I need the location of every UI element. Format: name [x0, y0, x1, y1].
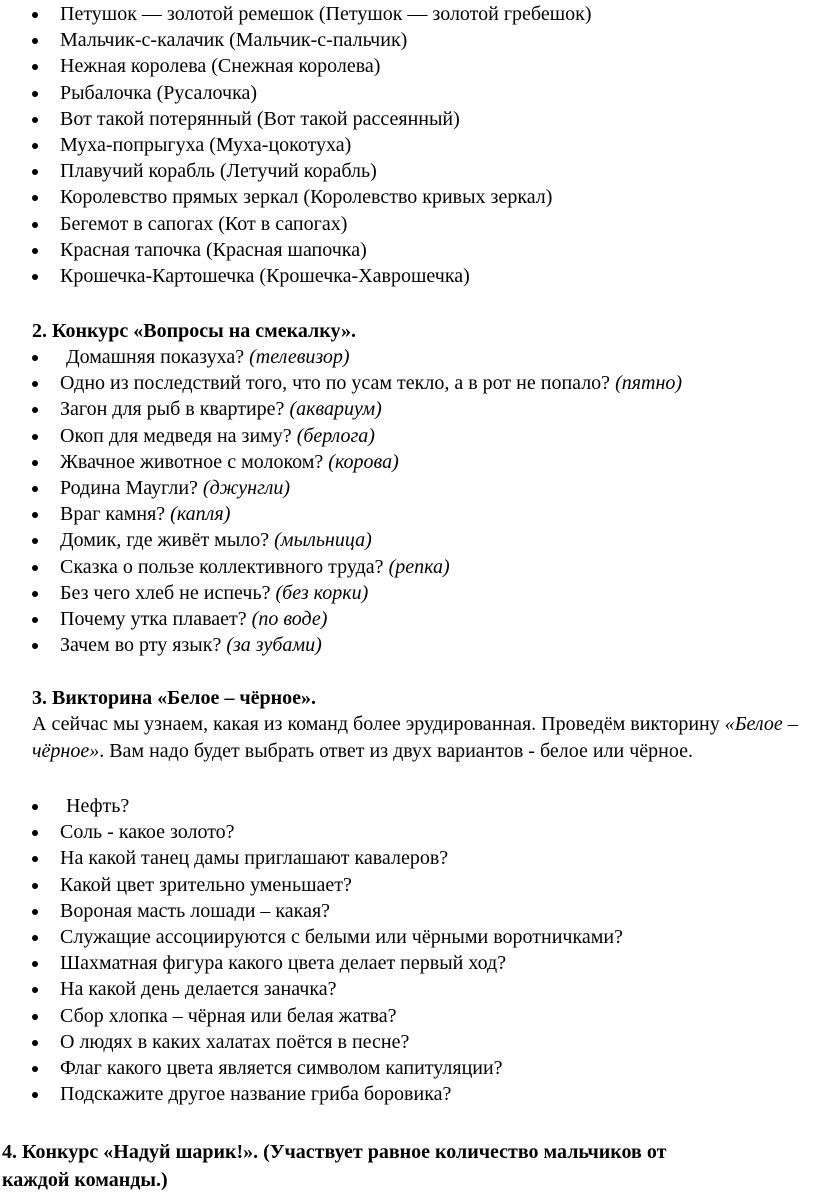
- bullet-icon: [32, 143, 38, 149]
- list-item-text: [60, 580, 368, 606]
- bullet-icon: [32, 12, 38, 18]
- riddle-question: Домашняя показуха?: [66, 346, 250, 368]
- list-item-text: На какой танец дамы приглашают кавалеров?: [60, 847, 449, 870]
- riddle-answer: (телевизор): [249, 346, 350, 368]
- riddle-answer: (мыльница): [274, 529, 372, 552]
- riddle-question: Враг камня?: [60, 503, 171, 526]
- riddle-answer: (без корки): [275, 581, 369, 604]
- bullet-icon: [32, 987, 38, 993]
- bullet-icon: [32, 274, 38, 280]
- bullet-icon: [32, 961, 38, 967]
- riddle-question: Жвачное животное с молоком?: [60, 450, 329, 473]
- riddle-answer: (аквариум): [289, 398, 382, 421]
- list-item-text: Петушок — золотой ремешок (Петушок — золотой гребешок): [60, 3, 592, 25]
- list-item-text: [60, 501, 230, 527]
- riddle-answer: (за зубами): [226, 634, 322, 657]
- bullet-icon: [32, 1092, 38, 1098]
- riddle-question: Почему утка плавает?: [60, 607, 252, 630]
- list-item-text: [60, 606, 327, 632]
- bullet-icon: [32, 434, 38, 440]
- section-2-heading: 2. Конкурс «Вопросы на смекалку».: [32, 320, 357, 342]
- bullet-icon: [32, 856, 38, 862]
- section-4-heading-line-1: 4. Конкурс «Надуй шарик!». (Участвует равное количество мальчиков от: [2, 1141, 667, 1163]
- list-item-text: Муха-попрыгуха (Муха-цокотуха): [60, 133, 352, 156]
- list-item-text: Какой цвет зрительно уменьшает?: [60, 873, 352, 896]
- intro-text-quiz-name: «Белое – чёрное»: [32, 713, 798, 762]
- list-item-text: [60, 475, 290, 501]
- list-item-text: [60, 423, 375, 449]
- list-item-text: [60, 527, 372, 553]
- list-item-text: [60, 396, 382, 422]
- bullet-icon: [32, 1014, 38, 1020]
- bullet-icon: [32, 460, 38, 466]
- bullet-icon: [32, 935, 38, 941]
- riddle-question: Родина Маугли?: [60, 476, 203, 499]
- bullet-icon: [32, 909, 38, 915]
- list-item-text: О людях в каких халатах поётся в песне?: [60, 1030, 410, 1053]
- list-item-text: Подскажите другое название гриба боровика?: [60, 1083, 452, 1106]
- bullet-icon: [32, 883, 38, 889]
- section-4-heading-line-2: каждой команды.): [2, 1169, 168, 1191]
- list-item-text: Рыбалочка (Русалочка): [60, 81, 258, 104]
- list-item-text: На какой день делается заначка?: [60, 978, 337, 1001]
- list-item-text: Мальчик-с-калачик (Мальчик-с-пальчик): [60, 29, 408, 52]
- list-item-text: Служащие ассоциируются с белыми или чёрными воротничками?: [60, 925, 623, 948]
- bullet-icon: [32, 169, 38, 175]
- riddle-question: Без чего хлеб не испечь?: [60, 581, 276, 604]
- bullet-icon: [32, 512, 38, 518]
- list-item-text: Шахматная фигура какого цвета делает первый ход?: [60, 952, 507, 975]
- riddle-answer: (корова): [328, 450, 399, 473]
- bullet-icon: [32, 355, 38, 361]
- bullet-icon: [32, 617, 38, 623]
- bullet-icon: [32, 591, 38, 597]
- bullet-icon: [32, 248, 38, 254]
- riddle-answer: (пятно): [615, 372, 683, 395]
- bullet-icon: [32, 565, 38, 571]
- bullet-icon: [32, 1040, 38, 1046]
- list-item-text: Бегемот в сапогах (Кот в сапогах): [60, 212, 348, 235]
- riddle-question: Окоп для медведя на зиму?: [60, 424, 297, 447]
- bullet-icon: [32, 486, 38, 492]
- bullet-icon: [32, 91, 38, 97]
- riddle-answer: (по воде): [251, 607, 328, 630]
- bullet-icon: [32, 381, 38, 387]
- riddle-question: Одно из последствий того, что по усам текло, а в рот не попало?: [60, 372, 616, 395]
- list-item-text: Красная тапочка (Красная шапочка): [60, 238, 367, 261]
- section-3-heading: 3. Викторина «Белое – чёрное».: [32, 687, 316, 709]
- list-item-text: [60, 449, 399, 475]
- riddle-answer: (репка): [388, 555, 450, 578]
- list-item-text: Флаг какого цвета является символом капитуляции?: [60, 1056, 503, 1079]
- bullet-icon: [32, 538, 38, 544]
- list-item-text: Вороная масть лошади – какая?: [60, 899, 331, 922]
- list-item-text: [60, 370, 682, 396]
- riddle-question: Сказка о пользе коллективного труда?: [60, 555, 389, 578]
- riddle-answer: (берлога): [296, 424, 375, 447]
- intro-text-start: А сейчас мы узнаем, какая из команд более эрудированная. Проведём викторину: [32, 713, 725, 735]
- riddle-question: Загон для рыб в квартире?: [60, 398, 290, 421]
- list-item-text: [60, 554, 450, 580]
- intro-text-end: . Вам надо будет выбрать ответ из двух вариантов - белое или чёрное.: [99, 740, 693, 762]
- list-item-text: Плавучий корабль (Летучий корабль): [60, 160, 377, 183]
- riddle-question: Домик, где живёт мыло?: [60, 529, 275, 552]
- list-item-text: Королевство прямых зеркал (Королевство кривых зеркал): [60, 186, 553, 209]
- list-item-text: Вот такой потерянный (Вот такой рассеянный): [60, 107, 460, 130]
- section-4-heading: [2, 1138, 666, 1194]
- riddle-question: Зачем во рту язык?: [60, 634, 227, 657]
- bullet-icon: [32, 117, 38, 123]
- bullet-icon: [32, 643, 38, 649]
- bullet-icon: [32, 804, 38, 810]
- list-item-text: Нежная королева (Снежная королева): [60, 55, 381, 78]
- bullet-icon: [32, 1066, 38, 1072]
- bullet-icon: [32, 38, 38, 44]
- riddle-answer: (капля): [170, 503, 231, 526]
- list-item-text: Сбор хлопка – чёрная или белая жатва?: [60, 1004, 397, 1027]
- bullet-icon: [32, 830, 38, 836]
- list-item-text: Нефть?: [66, 795, 130, 817]
- list-item-text: [60, 632, 322, 658]
- list-item-text: [66, 344, 350, 370]
- section-3-intro-paragraph: [32, 711, 802, 765]
- list-item-text: Крошечка-Картошечка (Крошечка-Хаврошечка): [60, 264, 470, 287]
- bullet-icon: [32, 195, 38, 201]
- riddle-answer: (джунгли): [202, 476, 291, 499]
- bullet-icon: [32, 407, 38, 413]
- bullet-icon: [32, 222, 38, 228]
- list-item-text: Соль - какое золото?: [60, 821, 235, 844]
- bullet-icon: [32, 64, 38, 70]
